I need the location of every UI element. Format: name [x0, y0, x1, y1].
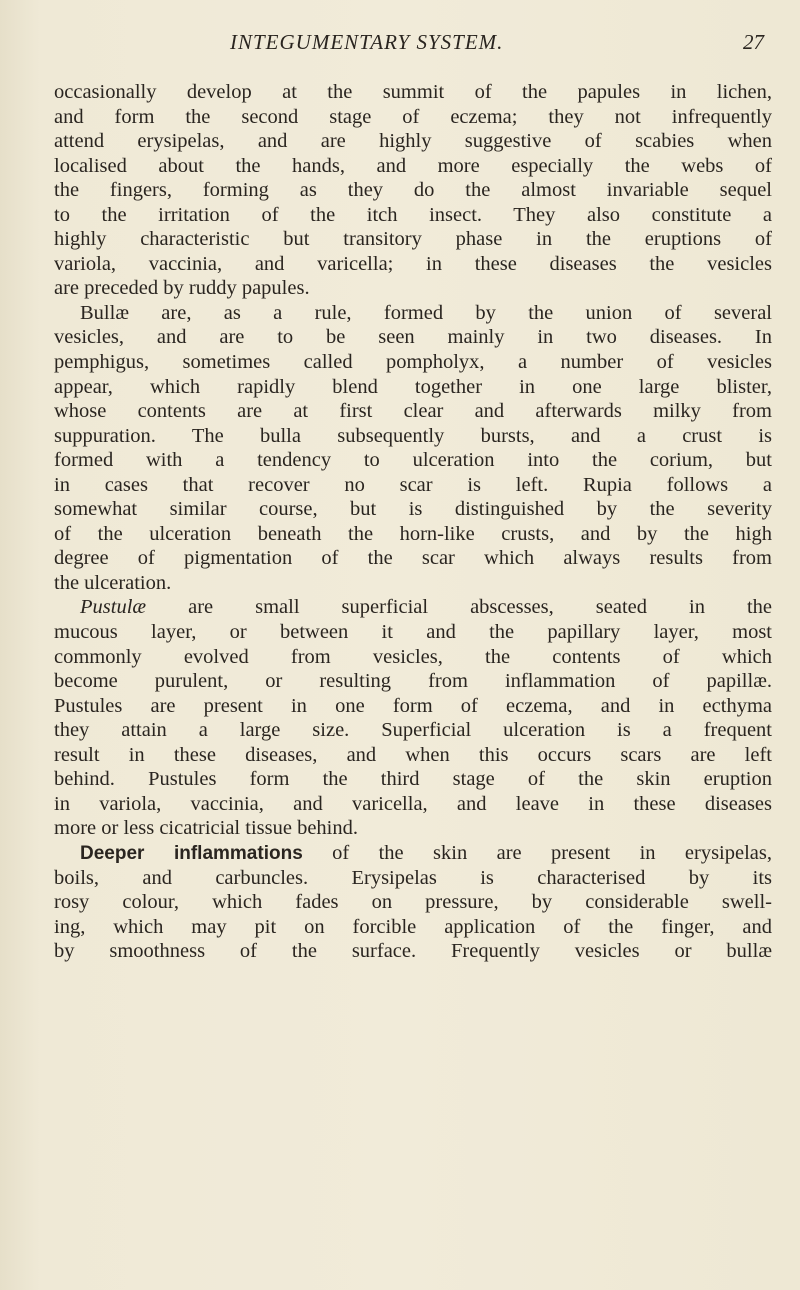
paragraph-start-pustulae: Pustulæ are small superficial abscesses, seated in the — [80, 596, 772, 619]
body-text — [54, 80, 772, 964]
term-pustulae: Pustulæ — [80, 596, 147, 619]
text-line: suppuration. The bulla subsequently bursts, and a crust is — [54, 424, 772, 447]
text-line: localised about the hands, and more especially the webs of — [54, 154, 772, 177]
text-line: more or less cicatricial tissue behind. — [54, 817, 358, 840]
page-number: 27 — [743, 30, 764, 54]
text-line: to the irritation of the itch insect. They also constitute a — [54, 203, 772, 226]
text-line: appear, which rapidly blend together in one large blister, — [54, 375, 772, 398]
text-line: ing, which may pit on forcible application of the finger, and — [54, 915, 772, 938]
text-line: commonly evolved from vesicles, the contents of which — [54, 645, 772, 668]
text-line: rosy colour, which fades on pressure, by considerable swell- — [54, 891, 772, 914]
text-line: the fingers, forming as they do the almost invariable sequel — [54, 179, 772, 202]
text-line: formed with a tendency to ulceration into the corium, but — [54, 449, 772, 472]
text-line: highly characteristic but transitory phase in the eruptions of — [54, 228, 772, 251]
text-line: are preceded by ruddy papules. — [54, 277, 310, 300]
text-line: pemphigus, sometimes called pompholyx, a number of vesicles — [54, 351, 772, 374]
text-line: degree of pigmentation of the scar which always results from — [54, 547, 772, 570]
text-line: vesicles, and are to be seen mainly in two diseases. In — [54, 326, 772, 349]
running-title: INTEGUMENTARY SYSTEM. — [230, 30, 504, 54]
paragraph-start-deeper-inflammations: Deeper inflammations of the skin are present in erysipelas, — [80, 841, 773, 864]
term-deeper-inflammations: Deeper inflammations — [80, 842, 303, 864]
text-line: and form the second stage of eczema; they not infrequently — [54, 105, 772, 128]
text-line: occasionally develop at the summit of the papules in lichen, — [54, 81, 772, 103]
text-line: mucous layer, or between it and the papillary layer, most — [54, 621, 772, 644]
text-line: the ulceration. — [54, 571, 172, 594]
text-line: of the ulceration beneath the horn-like crusts, and by the high — [54, 522, 772, 545]
text-line: variola, vaccinia, and varicella; in these diseases the vesicles — [54, 252, 772, 275]
text-line: in variola, vaccinia, and varicella, and leave in these diseases — [54, 792, 772, 815]
text-line: become purulent, or resulting from inflammation of papillæ. — [54, 670, 772, 693]
text-line: attend erysipelas, and are highly suggestive of scabies when — [54, 130, 772, 153]
text-line: Pustules are present in one form of eczema, and in ecthyma — [54, 694, 772, 717]
paragraph-start-bullae: Bullæ are, as a rule, formed by the union of several — [80, 301, 772, 324]
text-line: by smoothness of the surface. Frequently vesicles or bullæ — [54, 940, 772, 963]
text-line: behind. Pustules form the third stage of the skin eruption — [54, 768, 772, 791]
text-line: result in these diseases, and when this occurs scars are left — [54, 743, 772, 766]
text-line: whose contents are at first clear and afterwards milky from — [54, 400, 772, 423]
text-line: boils, and carbuncles. Erysipelas is characterised by its — [54, 866, 772, 889]
text-line: in cases that recover no scar is left. Rupia follows a — [54, 473, 772, 496]
text-line: somewhat similar course, but is distinguished by the severity — [54, 498, 772, 521]
text-line: they attain a large size. Superficial ulceration is a frequent — [54, 719, 772, 742]
